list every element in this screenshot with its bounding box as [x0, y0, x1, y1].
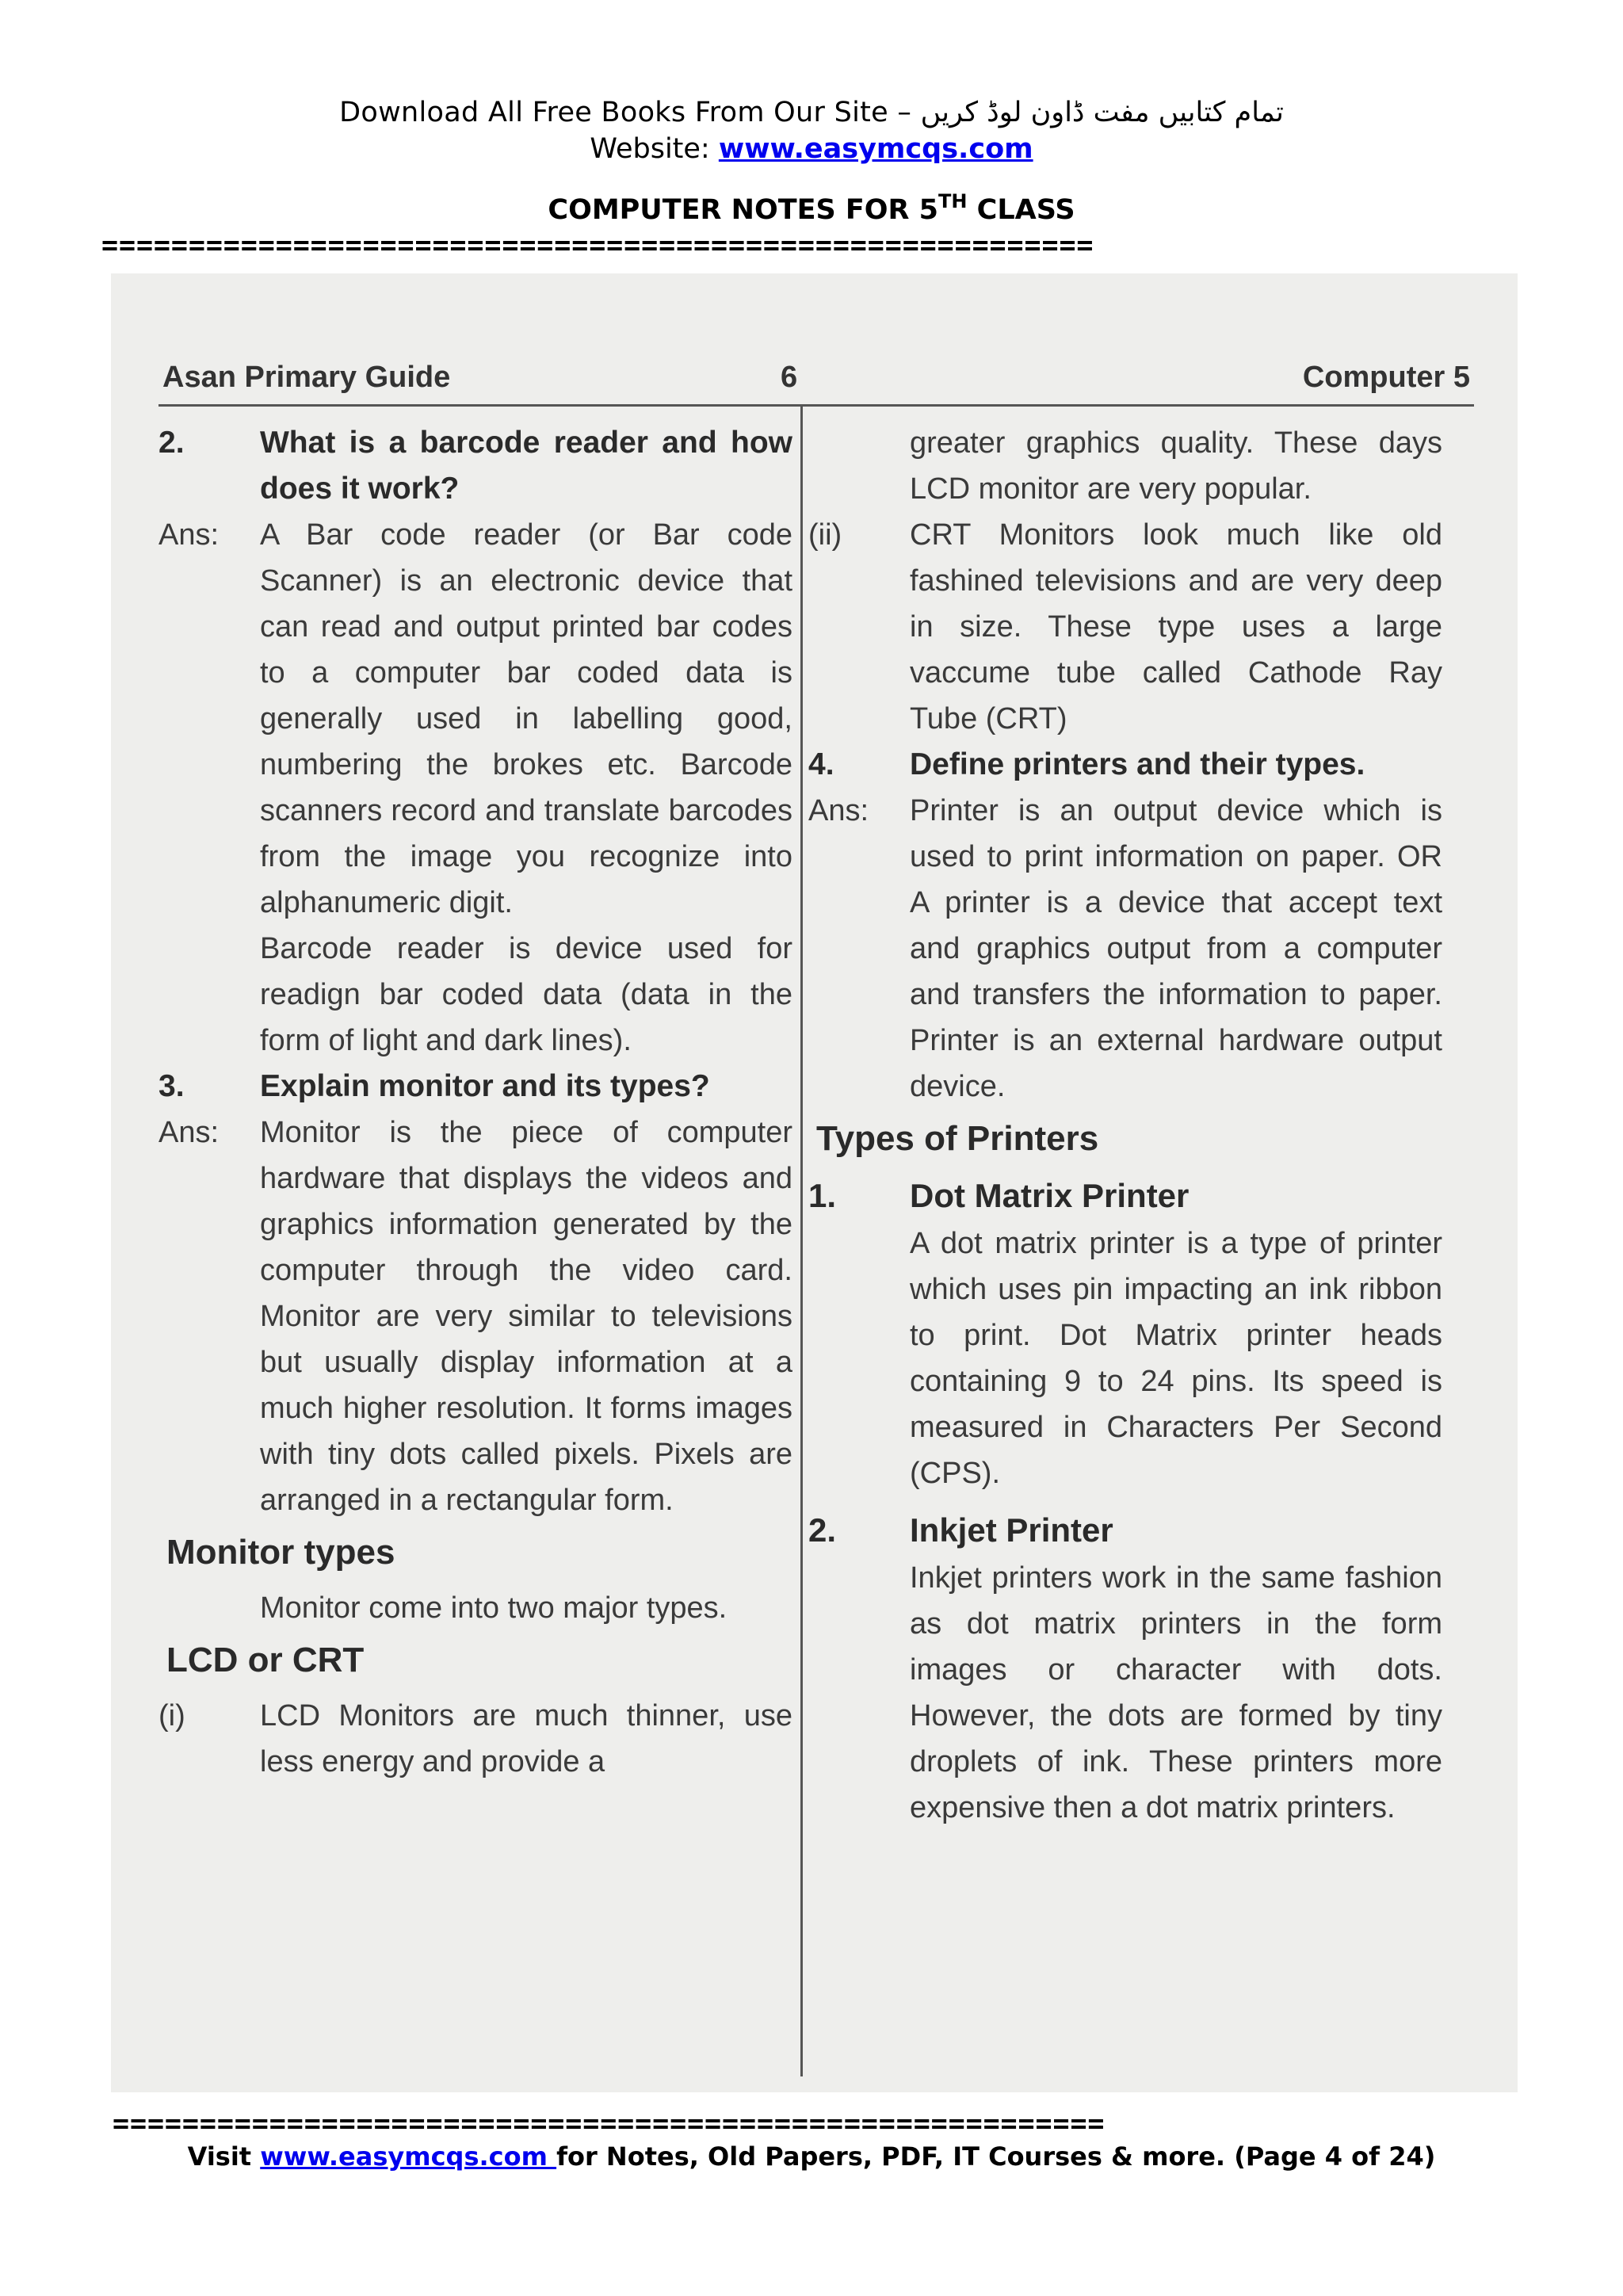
lcd-item: (i) LCD Monitors are much thinner, use less energy and provide a	[158, 1699, 792, 1778]
crt-item: (ii) CRT Monitors look much like old fashined televisions and are very deep in size. These type uses a large vaccume tube called Cathode Ray Tube (CRT)	[808, 518, 1442, 735]
monitor-types-text: Monitor come into two major types.	[260, 1591, 727, 1625]
book-running-head	[162, 361, 1470, 400]
dot-matrix-text: A dot matrix printer is a type of printer which uses pin impacting an ink ribbon to print. Dot Matrix printer heads containing 9 to 24 pins. Its speed is measured in Characters Per Second (CPS).	[910, 1227, 1442, 1490]
lcd-item-continued: greater graphics quality. These days LCD monitor are very popular.	[910, 426, 1442, 506]
lcd-crt-heading: LCD or CRT	[166, 1641, 365, 1679]
right-column	[808, 420, 1442, 1831]
dot-matrix-title: 1. Dot Matrix Printer	[808, 1177, 1190, 1214]
footer: Visit www.easymcqs.com for Notes, Old Papers, PDF, IT Courses & more. (Page 4 of 24)	[187, 2141, 1436, 2172]
page-title: COMPUTER NOTES FOR 5TH CLASS	[548, 190, 1075, 226]
column-divider	[800, 404, 803, 2076]
top-divider: =========================================================	[101, 230, 1094, 262]
answer-2-continued: Barcode reader is device used for readign bar coded data (data in the form of light and dark lines).	[260, 932, 792, 1057]
footer-link[interactable]: www.easymcqs.com	[260, 2141, 557, 2172]
book-page-number: 6	[781, 361, 798, 394]
inkjet-text: Inkjet printers work in the same fashion as dot matrix printers in the form images or character with dots. However, the dots are formed by tiny droplets of ink. These printers more expensive then a dot matrix printers.	[910, 1561, 1442, 1824]
question-4: 4. Define printers and their types.	[808, 747, 1365, 781]
question-3: 3. Explain monitor and its types?	[158, 1069, 710, 1103]
website-label: Website:	[590, 133, 719, 165]
book-subject: Computer 5	[1302, 361, 1470, 394]
inkjet-title: 2. Inkjet Printer	[808, 1511, 1113, 1549]
website-link[interactable]: www.easymcqs.com	[718, 133, 1033, 165]
answer-4: Ans: Printer is an output device which is used to print information on paper. OR A printer is a device that accept text and graphics output from a computer and transfers the information to paper. Printer is an external hardware output device.	[808, 794, 1442, 1103]
answer-2: Ans: A Bar code reader (or Bar code Scanner) is an electronic device that can read and output printed bar codes to a computer bar coded data is generally used in labelling good, numbering the brokes etc. Barcode scanners record and translate barcodes from the image you recognize into alphanumeric digit.	[158, 518, 792, 919]
scanned-book-page	[111, 273, 1518, 2092]
download-banner: Download All Free Books From Our Site – تمام کتابیں مفت ڈاون لوڈ کریں	[339, 97, 1284, 128]
question-2: 2. What is a barcode reader and how does it work?	[158, 426, 792, 506]
monitor-types-heading: Monitor types	[166, 1533, 395, 1572]
running-head-rule	[158, 404, 1474, 407]
left-column	[158, 420, 792, 1785]
website-line	[0, 133, 1623, 165]
book-title: Asan Primary Guide	[162, 361, 451, 394]
bottom-divider: =========================================================	[113, 2108, 1106, 2140]
printer-types-heading: Types of Printers	[816, 1119, 1099, 1158]
answer-3: Ans: Monitor is the piece of computer hardware that displays the videos and graphics information generated by the computer through the video card. Monitor are very similar to televisions but usually display information at a much higher resolution. It forms images with tiny dots called pixels. Pixels are arranged in a rectangular form.	[158, 1116, 792, 1517]
